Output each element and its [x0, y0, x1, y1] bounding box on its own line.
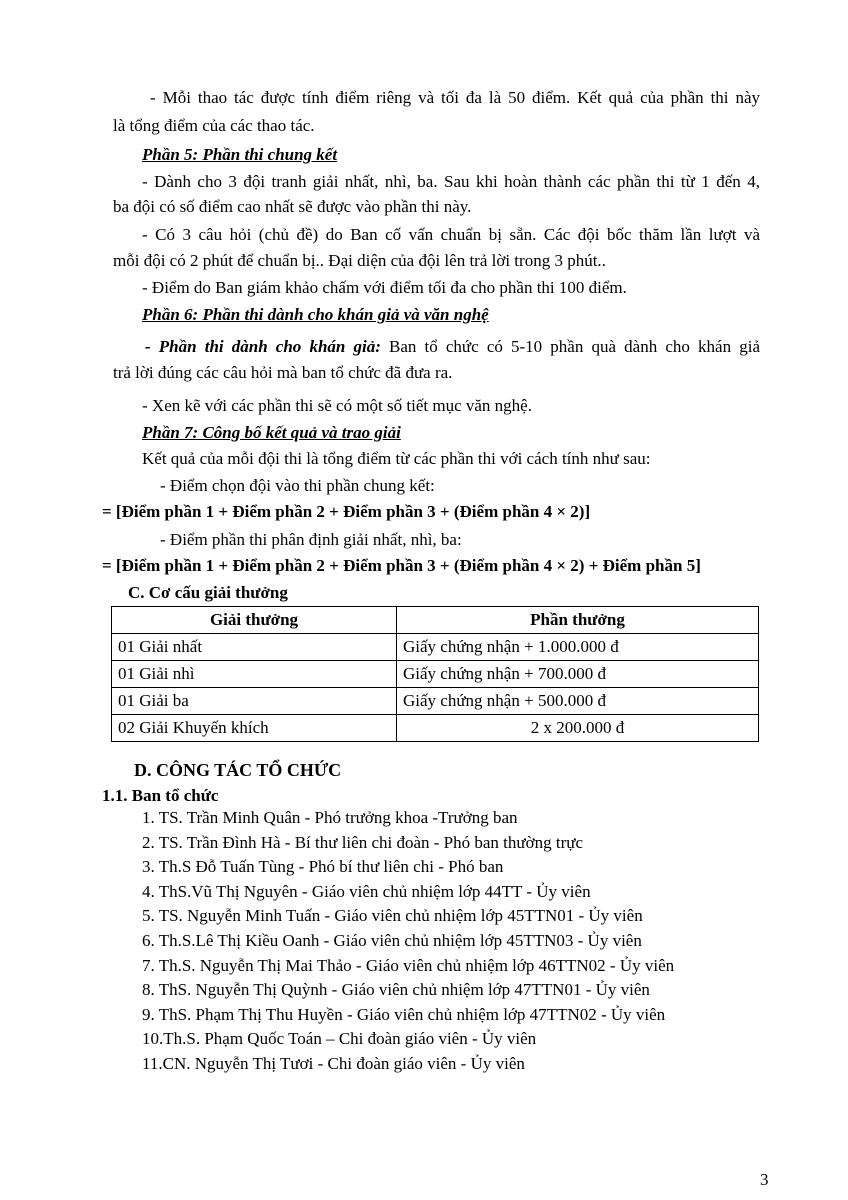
- part6-paragraph2: - Xen kẽ với các phần thi sẽ có một số tiết mục văn nghệ.: [142, 396, 532, 415]
- part5-paragraph3: - Điểm do Ban giám khảo chấm với điểm tối đa cho phần thi 100 điểm.: [142, 278, 627, 297]
- part7-bullet2: - Điểm phần thi phân định giải nhất, nhì, ba:: [160, 530, 462, 549]
- part6-heading: Phần 6: Phần thi dành cho khán giả và văn nghệ: [142, 305, 489, 324]
- part7-formula2: = [Điểm phần 1 + Điểm phần 2 + Điểm phần 3 + (Điểm phần 4 × 2) + Điểm phần 5]: [102, 556, 701, 575]
- part5-heading: Phần 5: Phần thi chung kết: [142, 145, 338, 164]
- part6-paragraph1-line1: [145, 336, 760, 358]
- table-row: [112, 715, 759, 742]
- list-item: 2. TS. Trần Đình Hà - Bí thư liên chi đoàn - Phó ban thường trực: [142, 833, 583, 852]
- part5-paragraph1-line2: ba đội có số điểm cao nhất sẽ được vào phần thi này.: [113, 197, 472, 216]
- list-item: 5. TS. Nguyễn Minh Tuấn - Giáo viên chủ nhiệm lớp 45TTN01 - Ủy viên: [142, 906, 643, 925]
- part5-paragraph2-line1: - Có 3 câu hỏi (chủ đề) do Ban cố vấn chuẩn bị sẵn. Các đội bốc thăm lần lượt và: [142, 225, 760, 244]
- part5-paragraph2-line2: mỗi đội có 2 phút để chuẩn bị.. Đại diện của đội lên trả lời trong 3 phút..: [113, 251, 606, 270]
- prize-table-header-award: Giải thưởng: [112, 607, 397, 634]
- prize-reward-cell: 2 x 200.000 đ: [397, 715, 759, 742]
- list-item: 4. ThS.Vũ Thị Nguyên - Giáo viên chủ nhiệm lớp 44TT - Ủy viên: [142, 882, 591, 901]
- prize-award-cell: 01 Giải nhì: [112, 661, 397, 688]
- prize-award-cell: 01 Giải ba: [112, 688, 397, 715]
- list-item: 6. Th.S.Lê Thị Kiều Oanh - Giáo viên chủ nhiệm lớp 45TTN03 - Ủy viên: [142, 931, 642, 950]
- prize-award-cell: 02 Giải Khuyến khích: [112, 715, 397, 742]
- prize-table-header-row: [112, 607, 759, 634]
- list-item: 10.Th.S. Phạm Quốc Toán – Chi đoàn giáo viên - Ủy viên: [142, 1029, 537, 1048]
- part5-paragraph1-line1: - Dành cho 3 đội tranh giải nhất, nhì, ba. Sau khi hoàn thành các phần thi từ 1 đến 4,: [142, 172, 760, 191]
- part6-audience-label: - Phần thi dành cho khán giả:: [145, 337, 381, 356]
- list-item: 7. Th.S. Nguyễn Thị Mai Thảo - Giáo viên chủ nhiệm lớp 46TTN02 - Ủy viên: [142, 956, 675, 975]
- part6-paragraph1-line2: trả lời đúng các câu hỏi mà ban tổ chức đã đưa ra.: [113, 363, 453, 382]
- list-item: 1. TS. Trần Minh Quân - Phó trưởng khoa -Trưởng ban: [142, 808, 518, 827]
- prize-table: [111, 606, 759, 742]
- list-item: 9. ThS. Phạm Thị Thu Huyền - Giáo viên chủ nhiệm lớp 47TTN02 - Ủy viên: [142, 1005, 666, 1024]
- prize-award-cell: 01 Giải nhất: [112, 634, 397, 661]
- part6-audience-text: Ban tổ chức có 5-10 phần quà dành cho khán giả: [380, 337, 760, 356]
- part7-intro: Kết quả của mỗi đội thi là tổng điểm từ các phần thi với cách tính như sau:: [142, 449, 651, 468]
- prize-table-header-reward: Phần thưởng: [397, 607, 759, 634]
- list-item: 11.CN. Nguyễn Thị Tươi - Chi đoàn giáo viên - Ủy viên: [142, 1054, 525, 1073]
- section-d-subheading: 1.1. Ban tổ chức: [102, 786, 219, 805]
- list-item: 8. ThS. Nguyễn Thị Quỳnh - Giáo viên chủ nhiệm lớp 47TTN01 - Ủy viên: [142, 980, 650, 999]
- list-item: 3. Th.S Đỗ Tuấn Tùng - Phó bí thư liên chi - Phó ban: [142, 857, 504, 876]
- part4-text-line2: là tổng điểm của các thao tác.: [113, 116, 315, 135]
- part7-bullet1: - Điểm chọn đội vào thi phần chung kết:: [160, 476, 435, 495]
- part7-formula1: = [Điểm phần 1 + Điểm phần 2 + Điểm phần 3 + (Điểm phần 4 × 2)]: [102, 502, 591, 521]
- section-c-heading: C. Cơ cấu giải thưởng: [128, 583, 288, 602]
- part4-text-line1: - Mỗi thao tác được tính điểm riêng và tối đa là 50 điểm. Kết quả của phần thi này: [150, 88, 760, 107]
- table-row: [112, 688, 759, 715]
- table-row: [112, 661, 759, 688]
- prize-reward-cell: Giấy chứng nhận + 500.000 đ: [397, 688, 759, 715]
- prize-reward-cell: Giấy chứng nhận + 700.000 đ: [397, 661, 759, 688]
- table-row: [112, 634, 759, 661]
- page-number: 3: [760, 1170, 769, 1189]
- prize-reward-cell: Giấy chứng nhận + 1.000.000 đ: [397, 634, 759, 661]
- part7-heading: Phần 7: Công bố kết quả và trao giải: [142, 423, 401, 442]
- section-d-heading: D. CÔNG TÁC TỔ CHỨC: [134, 760, 342, 780]
